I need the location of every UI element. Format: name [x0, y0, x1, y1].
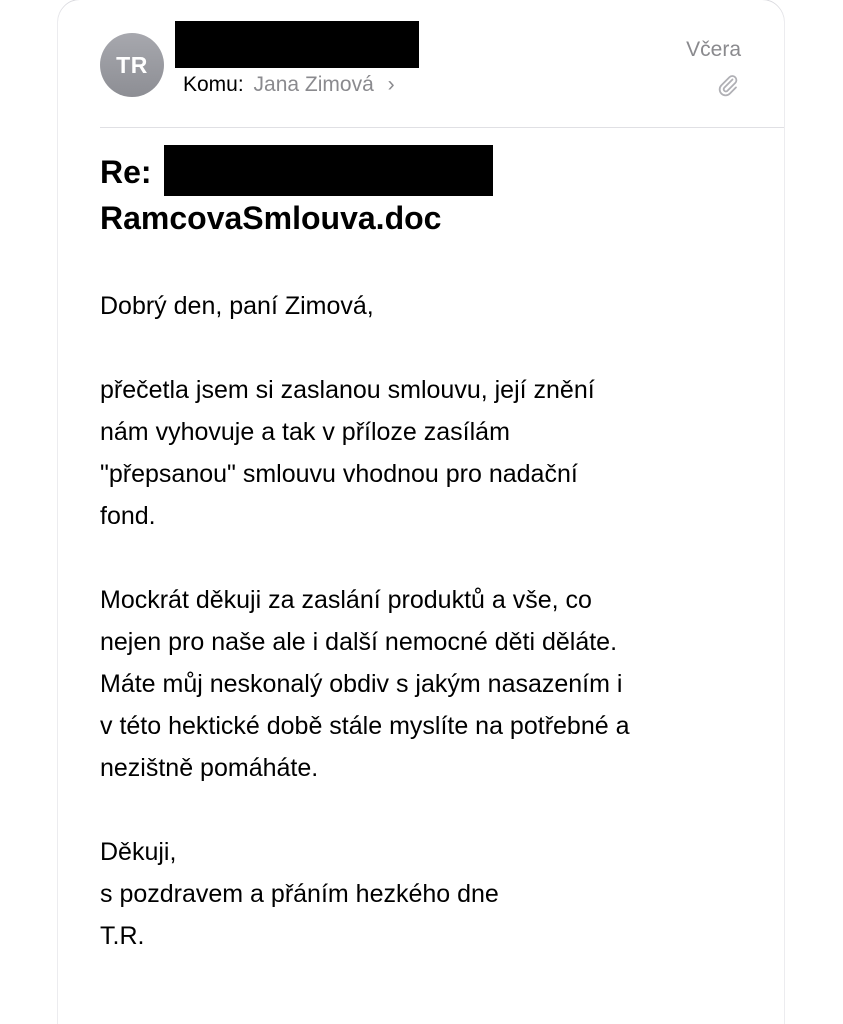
greeting: Dobrý den, paní Zimová, — [100, 292, 374, 320]
message-date: Včera — [686, 38, 741, 61]
body-line: nám vyhovuje a tak v příloze zasílám — [100, 418, 510, 446]
header-divider — [100, 127, 784, 128]
sender-avatar[interactable] — [100, 33, 164, 97]
chevron-right-icon[interactable]: › — [387, 73, 395, 96]
recipient-line[interactable] — [183, 71, 395, 99]
body-line: přečetla jsem si zaslanou smlouvu, její znění — [100, 376, 595, 404]
body-line: v této hektické době stále myslíte na potřebné a — [100, 712, 630, 740]
subject-attachment-name: RamcovaSmlouva.doc — [100, 200, 442, 236]
body-line: Máte můj neskonalý obdiv s jakým nasazením i — [100, 670, 623, 698]
body-line: fond. — [100, 502, 156, 530]
subject-prefix: Re: — [100, 154, 152, 190]
body-line: Mockrát děkuji za zaslání produktů a vše, co — [100, 586, 592, 614]
to-label: Komu: — [183, 73, 244, 96]
body-line: "přepsanou" smlouvu vhodnou pro nadační — [100, 460, 578, 488]
message-body — [100, 285, 750, 957]
avatar-initials: TR — [116, 51, 148, 78]
closing-line: s pozdravem a přáním hezkého dne — [100, 880, 499, 908]
redacted-subject-text — [164, 145, 493, 196]
signature: T.R. — [100, 922, 145, 950]
paperclip-icon — [716, 73, 740, 97]
body-line: nejen pro naše ale i další nemocné děti děláte. — [100, 628, 618, 656]
closing-line: Děkuji, — [100, 838, 177, 866]
redacted-sender-name — [175, 21, 419, 68]
recipient-name[interactable]: Jana Zimová — [253, 73, 374, 96]
body-line: nezištně pomáháte. — [100, 754, 319, 782]
